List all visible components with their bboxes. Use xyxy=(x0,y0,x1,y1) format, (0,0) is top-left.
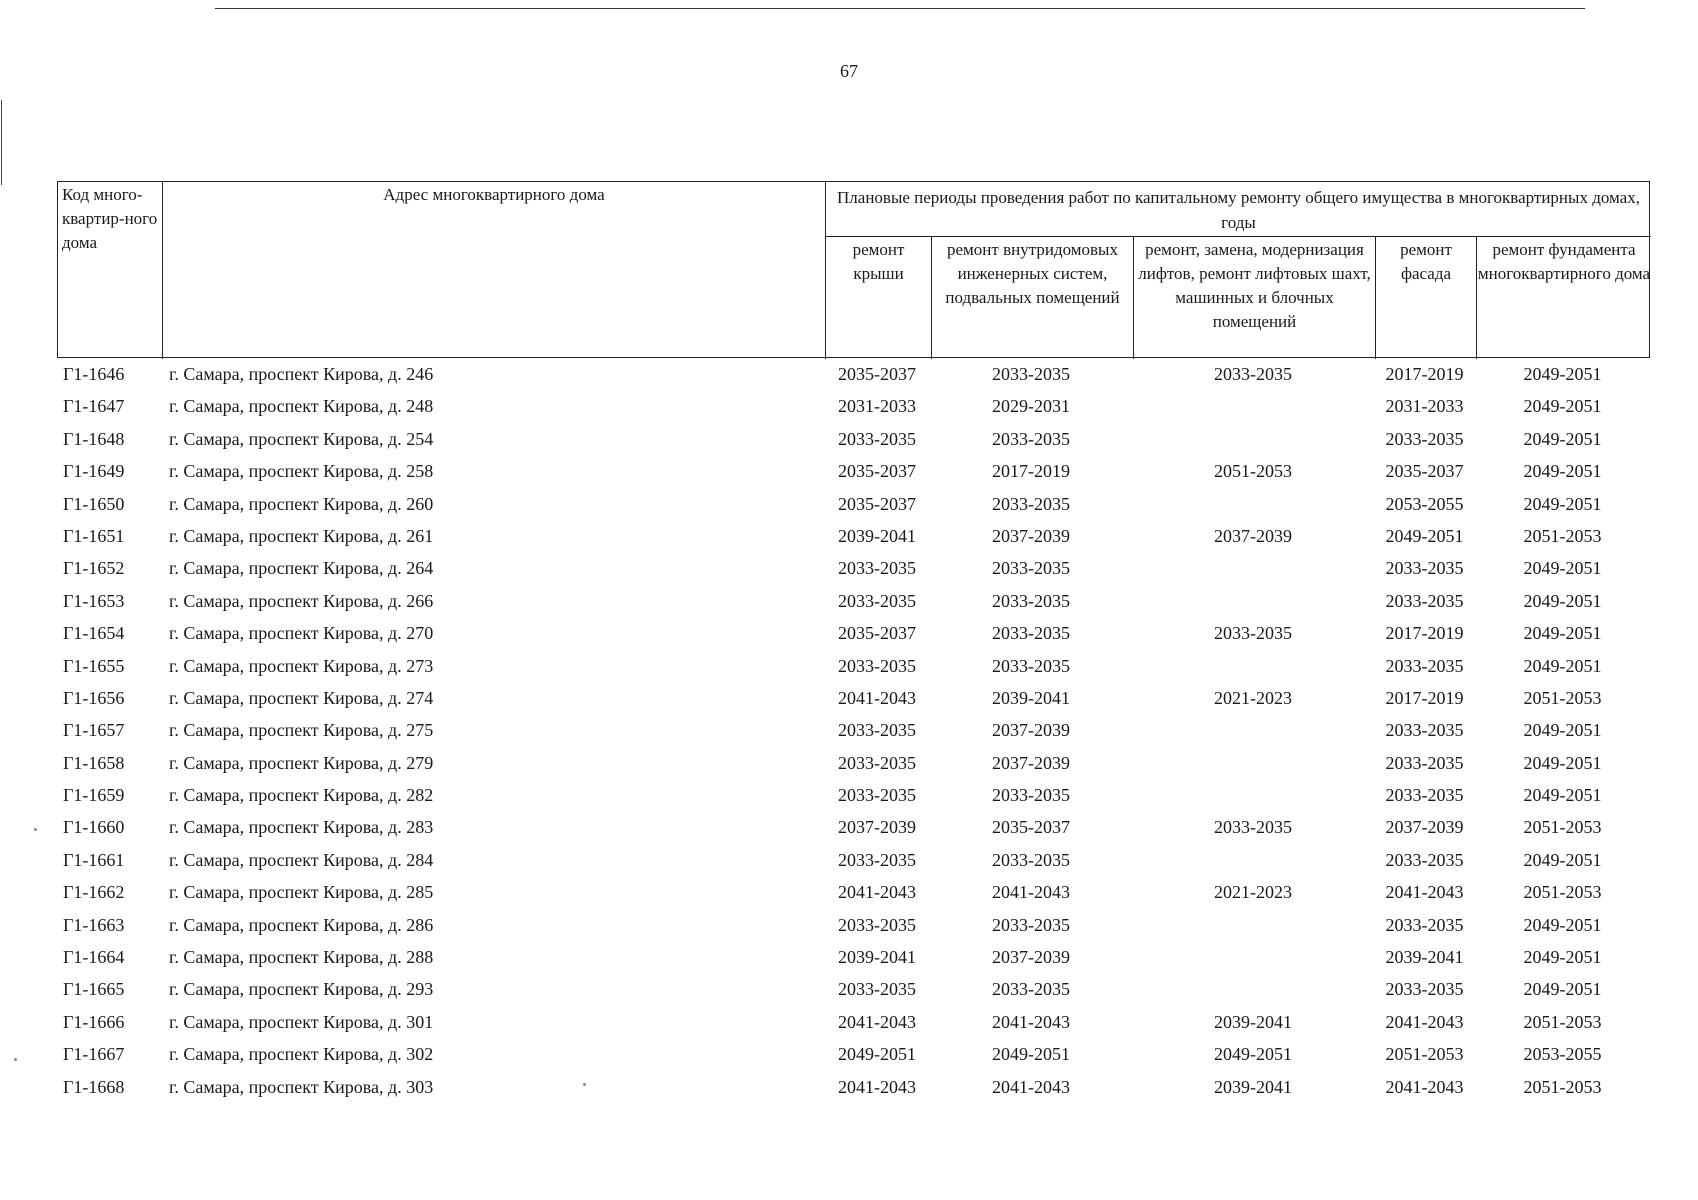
cell-foundation-period: 2049-2051 xyxy=(1523,914,1602,935)
cell-engineering-period: 2033-2035 xyxy=(992,849,1070,870)
cell-engineering-period: 2037-2039 xyxy=(992,525,1070,546)
cell-engineering-period: 2039-2041 xyxy=(992,687,1070,708)
cell-roof-period: 2037-2039 xyxy=(838,817,916,838)
table-header xyxy=(57,181,1650,358)
cell-address: г. Самара, проспект Кирова, д. 273 xyxy=(169,655,434,676)
cell-roof-period: 2033-2035 xyxy=(838,590,916,611)
cell-address: г. Самара, проспект Кирова, д. 254 xyxy=(169,428,434,449)
cell-foundation-period: 2051-2053 xyxy=(1523,1076,1602,1097)
cell-foundation-period: 2051-2053 xyxy=(1523,817,1602,838)
cell-building-code: Г1-1658 xyxy=(63,752,125,773)
cell-elevator-period: 2033-2035 xyxy=(1214,623,1292,644)
cell-building-code: Г1-1668 xyxy=(63,1076,125,1097)
cell-address: г. Самара, проспект Кирова, д. 302 xyxy=(169,1044,434,1065)
cell-engineering-period: 2033-2035 xyxy=(992,655,1070,676)
cell-facade-period: 2051-2053 xyxy=(1385,1044,1464,1065)
header-building-code: Код много-квартир-ного дома xyxy=(62,185,158,252)
cell-roof-period: 2033-2035 xyxy=(838,785,916,806)
cell-facade-period: 2033-2035 xyxy=(1385,849,1464,870)
cell-foundation-period: 2049-2051 xyxy=(1523,849,1602,870)
cell-foundation-period: 2049-2051 xyxy=(1523,947,1602,968)
cell-foundation-period: 2049-2051 xyxy=(1523,428,1602,449)
table-row xyxy=(57,877,1650,909)
cell-facade-period: 2039-2041 xyxy=(1385,947,1464,968)
scan-left-border-line xyxy=(1,100,2,185)
cell-elevator-period xyxy=(1132,845,1374,877)
cell-building-code: Г1-1646 xyxy=(63,364,125,384)
cell-roof-period: 2041-2043 xyxy=(838,1011,916,1032)
table-row xyxy=(57,748,1650,780)
cell-address: г. Самара, проспект Кирова, д. 283 xyxy=(169,817,434,838)
cell-roof-period: 2033-2035 xyxy=(838,752,916,773)
cell-address: г. Самара, проспект Кирова, д. 260 xyxy=(169,493,434,514)
cell-foundation-period: 2049-2051 xyxy=(1523,558,1602,579)
cell-address: г. Самара, проспект Кирова, д. 261 xyxy=(169,525,434,546)
cell-building-code: Г1-1661 xyxy=(63,849,125,870)
page-number: 67 xyxy=(840,61,858,81)
cell-facade-period: 2041-2043 xyxy=(1385,1076,1464,1097)
cell-address: г. Самара, проспект Кирова, д. 264 xyxy=(169,558,434,579)
cell-facade-period: 2033-2035 xyxy=(1385,590,1464,611)
cell-facade-period: 2037-2039 xyxy=(1385,817,1464,838)
cell-roof-period: 2049-2051 xyxy=(838,1044,916,1065)
cell-building-code: Г1-1648 xyxy=(63,428,125,449)
table-row xyxy=(57,910,1650,942)
cell-roof-period: 2035-2037 xyxy=(838,364,916,384)
cell-elevator-period: 2051-2053 xyxy=(1214,461,1292,482)
scan-speck xyxy=(34,828,37,831)
cell-address: г. Самара, проспект Кирова, д. 285 xyxy=(169,882,434,903)
cell-elevator-period xyxy=(1132,974,1374,1006)
cell-engineering-period: 2033-2035 xyxy=(992,364,1070,384)
cell-building-code: Г1-1653 xyxy=(63,590,125,611)
table-body xyxy=(57,359,1650,1104)
cell-foundation-period: 2049-2051 xyxy=(1523,979,1602,1000)
cell-foundation-period: 2049-2051 xyxy=(1523,493,1602,514)
cell-elevator-period xyxy=(1132,715,1374,747)
cell-building-code: Г1-1651 xyxy=(63,525,125,546)
header-facade-repair: ремонт фасада xyxy=(1375,236,1476,359)
cell-building-code: Г1-1655 xyxy=(63,655,125,676)
cell-roof-period: 2041-2043 xyxy=(838,687,916,708)
header-foundation-repair: ремонт фундамента многоквартирного дома xyxy=(1476,236,1651,359)
cell-engineering-period: 2033-2035 xyxy=(992,785,1070,806)
cell-elevator-period xyxy=(1132,942,1374,974)
cell-foundation-period: 2051-2053 xyxy=(1523,525,1602,546)
cell-engineering-period: 2033-2035 xyxy=(992,428,1070,449)
cell-elevator-period: 2021-2023 xyxy=(1214,687,1292,708)
cell-elevator-period xyxy=(1132,586,1374,618)
cell-building-code: Г1-1660 xyxy=(63,817,125,838)
cell-foundation-period: 2051-2053 xyxy=(1523,882,1602,903)
cell-elevator-period: 2037-2039 xyxy=(1214,525,1292,546)
cell-roof-period: 2039-2041 xyxy=(838,525,916,546)
header-engineering-systems-repair: ремонт внутридомовых инженерных систем, подвальных помещений xyxy=(931,236,1133,359)
cell-address: г. Самара, проспект Кирова, д. 266 xyxy=(169,590,434,611)
cell-foundation-period: 2049-2051 xyxy=(1523,396,1602,417)
header-planned-periods: Плановые периоды проведения работ по капитальному ремонту общего имущества в многоквартирных домах, годы xyxy=(825,182,1651,236)
cell-roof-period: 2031-2033 xyxy=(838,396,916,417)
cell-building-code: Г1-1652 xyxy=(63,558,125,579)
cell-facade-period: 2017-2019 xyxy=(1385,687,1464,708)
table-row xyxy=(57,1007,1650,1039)
cell-elevator-period xyxy=(1132,910,1374,942)
cell-address: г. Самара, проспект Кирова, д. 248 xyxy=(169,396,434,417)
cell-address: г. Самара, проспект Кирова, д. 284 xyxy=(169,849,434,870)
table-row xyxy=(57,456,1650,488)
cell-building-code: Г1-1664 xyxy=(63,947,125,968)
cell-foundation-period: 2049-2051 xyxy=(1523,623,1602,644)
table-row xyxy=(57,521,1650,553)
cell-roof-period: 2035-2037 xyxy=(838,623,916,644)
cell-elevator-period: 2021-2023 xyxy=(1214,882,1292,903)
cell-address: г. Самара, проспект Кирова, д. 286 xyxy=(169,914,434,935)
cell-facade-period: 2017-2019 xyxy=(1385,623,1464,644)
table-row xyxy=(57,715,1650,747)
header-elevator-repair: ремонт, замена, модернизация лифтов, ремонт лифтовых шахт, машинных и блочных помещений xyxy=(1133,236,1375,359)
cell-roof-period: 2041-2043 xyxy=(838,1076,916,1097)
cell-engineering-period: 2033-2035 xyxy=(992,914,1070,935)
cell-elevator-period xyxy=(1132,651,1374,683)
cell-engineering-period: 2029-2031 xyxy=(992,396,1070,417)
cell-foundation-period: 2051-2053 xyxy=(1523,1011,1602,1032)
cell-roof-period: 2035-2037 xyxy=(838,461,916,482)
cell-elevator-period: 2039-2041 xyxy=(1214,1076,1292,1097)
cell-building-code: Г1-1656 xyxy=(63,687,125,708)
cell-foundation-period: 2049-2051 xyxy=(1523,752,1602,773)
cell-roof-period: 2039-2041 xyxy=(838,947,916,968)
cell-address: г. Самара, проспект Кирова, д. 258 xyxy=(169,461,434,482)
cell-engineering-period: 2033-2035 xyxy=(992,623,1070,644)
cell-building-code: Г1-1654 xyxy=(63,623,125,644)
cell-building-code: Г1-1647 xyxy=(63,396,125,417)
cell-engineering-period: 2037-2039 xyxy=(992,720,1070,741)
table-row xyxy=(57,424,1650,456)
cell-address: г. Самара, проспект Кирова, д. 303 xyxy=(169,1076,434,1097)
cell-foundation-period: 2049-2051 xyxy=(1523,785,1602,806)
cell-foundation-period: 2051-2053 xyxy=(1523,687,1602,708)
cell-engineering-period: 2041-2043 xyxy=(992,1011,1070,1032)
cell-engineering-period: 2041-2043 xyxy=(992,882,1070,903)
cell-building-code: Г1-1666 xyxy=(63,1011,125,1032)
cell-address: г. Самара, проспект Кирова, д. 275 xyxy=(169,720,434,741)
cell-foundation-period: 2053-2055 xyxy=(1523,1044,1602,1065)
cell-roof-period: 2041-2043 xyxy=(838,882,916,903)
cell-elevator-period: 2033-2035 xyxy=(1214,817,1292,838)
scan-speck xyxy=(14,1058,17,1061)
cell-elevator-period xyxy=(1132,391,1374,423)
cell-engineering-period: 2037-2039 xyxy=(992,752,1070,773)
cell-facade-period: 2033-2035 xyxy=(1385,785,1464,806)
cell-elevator-period: 2033-2035 xyxy=(1214,364,1292,384)
cell-building-code: Г1-1665 xyxy=(63,979,125,1000)
cell-address: г. Самара, проспект Кирова, д. 301 xyxy=(169,1011,434,1032)
cell-foundation-period: 2049-2051 xyxy=(1523,655,1602,676)
cell-elevator-period xyxy=(1132,780,1374,812)
cell-facade-period: 2041-2043 xyxy=(1385,1011,1464,1032)
cell-facade-period: 2033-2035 xyxy=(1385,914,1464,935)
cell-address: г. Самара, проспект Кирова, д. 274 xyxy=(169,687,434,708)
cell-engineering-period: 2037-2039 xyxy=(992,947,1070,968)
cell-address: г. Самара, проспект Кирова, д. 246 xyxy=(169,364,434,384)
cell-roof-period: 2033-2035 xyxy=(838,914,916,935)
table-row xyxy=(57,586,1650,618)
cell-building-code: Г1-1659 xyxy=(63,785,125,806)
table-row xyxy=(57,651,1650,683)
header-address: Адрес многоквартирного дома xyxy=(162,182,825,359)
cell-facade-period: 2053-2055 xyxy=(1385,493,1464,514)
cell-roof-period: 2033-2035 xyxy=(838,655,916,676)
cell-facade-period: 2041-2043 xyxy=(1385,882,1464,903)
table-row xyxy=(57,780,1650,812)
cell-foundation-period: 2049-2051 xyxy=(1523,461,1602,482)
cell-foundation-period: 2049-2051 xyxy=(1523,720,1602,741)
cell-roof-period: 2033-2035 xyxy=(838,979,916,1000)
table-row xyxy=(57,845,1650,877)
cell-facade-period: 2033-2035 xyxy=(1385,979,1464,1000)
table-row xyxy=(57,974,1650,1006)
cell-facade-period: 2035-2037 xyxy=(1385,461,1464,482)
header-roof-repair: ремонт крыши xyxy=(825,236,931,359)
cell-facade-period: 2033-2035 xyxy=(1385,752,1464,773)
cell-foundation-period: 2049-2051 xyxy=(1523,364,1602,384)
cell-roof-period: 2033-2035 xyxy=(838,720,916,741)
cell-roof-period: 2035-2037 xyxy=(838,493,916,514)
table-row xyxy=(57,391,1650,423)
cell-engineering-period: 2033-2035 xyxy=(992,558,1070,579)
cell-elevator-period: 2039-2041 xyxy=(1214,1011,1292,1032)
cell-engineering-period: 2017-2019 xyxy=(992,461,1070,482)
cell-building-code: Г1-1663 xyxy=(63,914,125,935)
scan-top-border-line xyxy=(215,8,1585,9)
cell-roof-period: 2033-2035 xyxy=(838,558,916,579)
cell-roof-period: 2033-2035 xyxy=(838,428,916,449)
cell-roof-period: 2033-2035 xyxy=(838,849,916,870)
table-row xyxy=(57,1072,1650,1104)
table-row xyxy=(57,359,1650,391)
cell-engineering-period: 2041-2043 xyxy=(992,1076,1070,1097)
cell-address: г. Самара, проспект Кирова, д. 293 xyxy=(169,979,434,1000)
table-row xyxy=(57,942,1650,974)
cell-facade-period: 2033-2035 xyxy=(1385,428,1464,449)
table-row xyxy=(57,489,1650,521)
cell-elevator-period: 2049-2051 xyxy=(1214,1044,1292,1065)
cell-address: г. Самара, проспект Кирова, д. 270 xyxy=(169,623,434,644)
cell-building-code: Г1-1649 xyxy=(63,461,125,482)
cell-facade-period: 2031-2033 xyxy=(1385,396,1464,417)
cell-engineering-period: 2049-2051 xyxy=(992,1044,1070,1065)
cell-engineering-period: 2033-2035 xyxy=(992,590,1070,611)
cell-facade-period: 2033-2035 xyxy=(1385,655,1464,676)
cell-elevator-period xyxy=(1132,748,1374,780)
cell-address: г. Самара, проспект Кирова, д. 288 xyxy=(169,947,434,968)
scan-speck xyxy=(583,1083,586,1086)
cell-building-code: Г1-1650 xyxy=(63,493,125,514)
cell-building-code: Г1-1657 xyxy=(63,720,125,741)
cell-address: г. Самара, проспект Кирова, д. 279 xyxy=(169,752,434,773)
cell-elevator-period xyxy=(1132,424,1374,456)
cell-building-code: Г1-1662 xyxy=(63,882,125,903)
table-row xyxy=(57,1039,1650,1071)
cell-facade-period: 2017-2019 xyxy=(1385,364,1464,384)
cell-foundation-period: 2049-2051 xyxy=(1523,590,1602,611)
cell-engineering-period: 2035-2037 xyxy=(992,817,1070,838)
table-row xyxy=(57,618,1650,650)
table-row xyxy=(57,553,1650,585)
cell-engineering-period: 2033-2035 xyxy=(992,979,1070,1000)
cell-facade-period: 2049-2051 xyxy=(1385,525,1464,546)
table-row xyxy=(57,683,1650,715)
cell-facade-period: 2033-2035 xyxy=(1385,720,1464,741)
table-row xyxy=(57,812,1650,844)
cell-building-code: Г1-1667 xyxy=(63,1044,125,1065)
cell-elevator-period xyxy=(1132,553,1374,585)
cell-address: г. Самара, проспект Кирова, д. 282 xyxy=(169,785,434,806)
cell-facade-period: 2033-2035 xyxy=(1385,558,1464,579)
cell-elevator-period xyxy=(1132,489,1374,521)
cell-engineering-period: 2033-2035 xyxy=(992,493,1070,514)
